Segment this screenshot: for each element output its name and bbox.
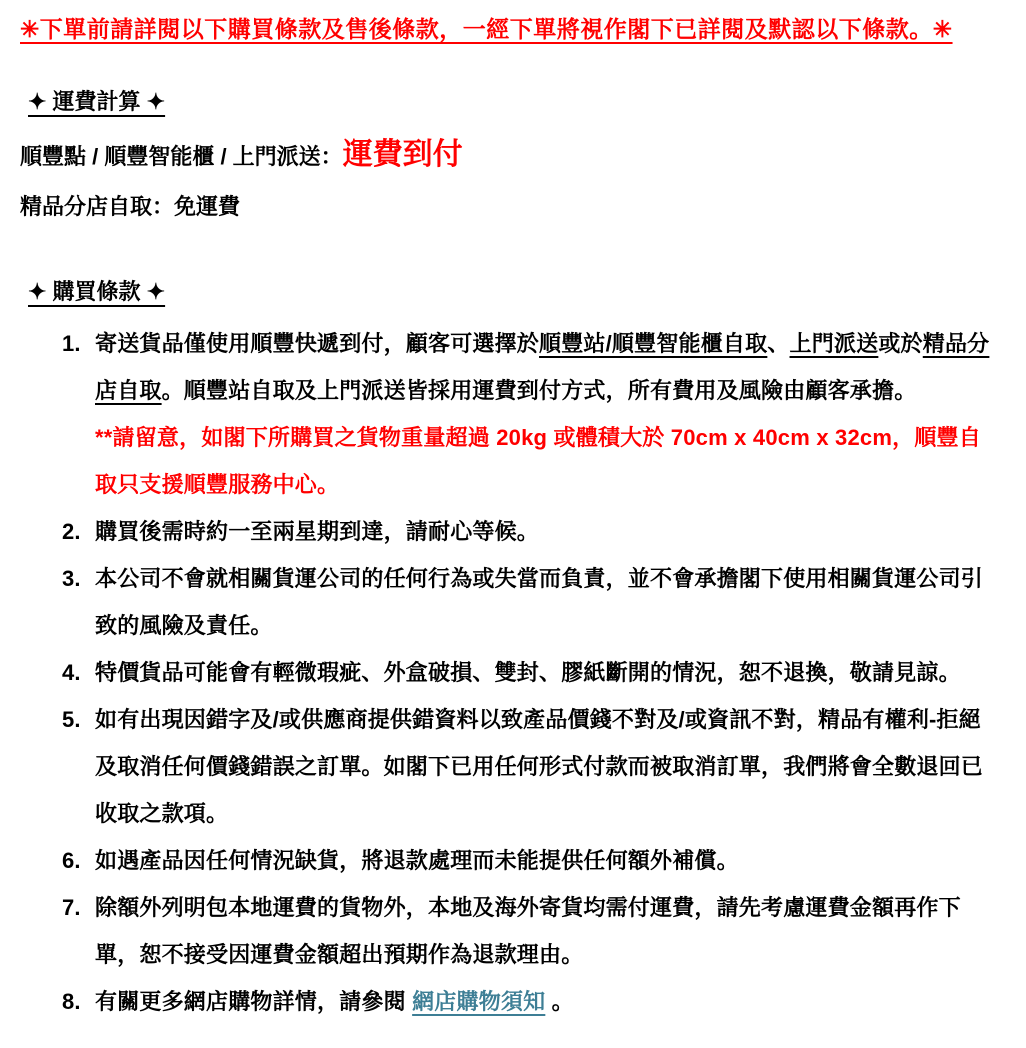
term-item-5: [20, 696, 1006, 837]
term-item-8-post: 。: [545, 989, 574, 1014]
term-item-3: [20, 555, 1006, 649]
term-item-1: [20, 320, 1006, 508]
term-1-seg-plain: 。順豐站自取及上門派送皆採用運費到付方式，所有費用及風險由顧客承擔。: [161, 378, 917, 403]
item-number: 4.: [62, 660, 81, 685]
term-1-seg-plain: 或於: [878, 331, 923, 356]
weight-size-warning: **請留意，如閣下所購買之貨物重量超過 20kg 或體積大於 70cm x 40cm x 32cm，順豐自取只支援順豐服務中心。: [95, 425, 981, 497]
terms-list: [20, 320, 1006, 1025]
term-item-2-text: 購買後需時約一至兩星期到達，請耐心等候。: [95, 519, 540, 544]
shipping-section: [20, 88, 1006, 116]
terms-section: [20, 278, 1006, 306]
term-1-seg-plain: 寄送貨品僅使用順豐快遞到付，顧客可選擇於: [95, 331, 540, 356]
term-item-8-pre: 有關更多網店購物詳情，請參閱: [95, 989, 413, 1014]
item-number: 6.: [62, 848, 81, 873]
term-item-5-text: 如有出現因錯字及/或供應商提供錯資料以致產品價錢不對及/或資訊不對，精品有權利-拒絕及取消任何價錢錯誤之訂單。如閣下已用任何形式付款而被取消訂單，我們將會全數退回已收取之款項。: [95, 707, 984, 826]
store-pickup-line: 精品分店自取：免運費: [20, 194, 241, 219]
terms-heading: ✦ 購買條款 ✦: [28, 279, 166, 304]
term-item-4: [20, 649, 1006, 696]
item-number: 2.: [62, 519, 81, 544]
term-item-7-text: 除額外列明包本地運費的貨物外，本地及海外寄貨均需付運費，請先考慮運費金額再作下單，恕不接受因運費金額超出預期作為退款理由。: [95, 895, 961, 967]
term-item-4-text: 特價貨品可能會有輕微瑕疵、外盒破損、雙封、膠紙斷開的情況，恕不退換，敬請見諒。: [95, 660, 961, 685]
term-1-store-pickup-underline: 精品分店自取: [95, 331, 990, 403]
term-item-6-text: 如遇產品因任何情況缺貨，將退款處理而未能提供任何額外補償。: [95, 848, 739, 873]
shop-info-link[interactable]: 網店購物須知: [412, 989, 546, 1014]
term-item-6: [20, 837, 1006, 884]
term-1-home-delivery-underline: 上門派送: [789, 331, 879, 356]
item-number: 5.: [62, 707, 81, 732]
term-1-seg-plain: 、: [767, 331, 790, 356]
term-item-8: [20, 978, 1006, 1025]
term-item-2: [20, 508, 1006, 555]
item-number: 8.: [62, 989, 81, 1014]
cod-fee-value: 運費到付: [342, 138, 463, 171]
term-1-sf-pickup-underline: 順豐站/順豐智能櫃自取: [539, 331, 768, 356]
term-item-1-text: [95, 320, 992, 414]
term-item-3-text: 本公司不會就相關貨運公司的任何行為或失當而負責，並不會承擔閣下使用相關貨運公司引致的風險及責任。: [95, 566, 984, 638]
item-number: 7.: [62, 895, 81, 920]
term-item-7: [20, 884, 1006, 978]
notice-banner: ✳下單前請詳閱以下購買條款及售後條款，一經下單將視作閣下已詳閱及默認以下條款。✳: [20, 16, 953, 42]
item-number: 3.: [62, 566, 81, 591]
shipping-heading: ✦ 運費計算 ✦: [28, 89, 166, 114]
item-number: 1.: [62, 331, 81, 356]
shipping-cod-line: [20, 136, 1006, 176]
shipping-methods-label: 順豐點 / 順豐智能櫃 / 上門派送：: [20, 144, 343, 169]
